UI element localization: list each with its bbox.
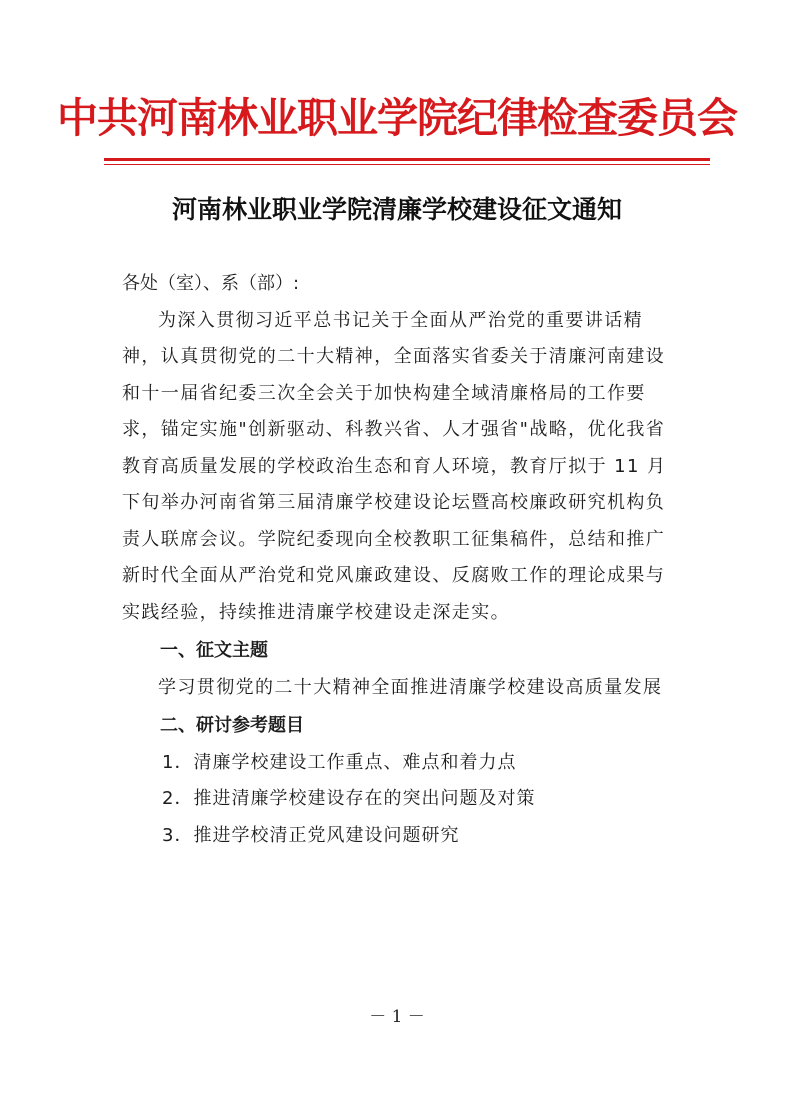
document-title: 河南林业职业学院清廉学校建设征文通知 [171, 195, 622, 224]
header-rule-thin [104, 164, 710, 165]
header-rule-thick [104, 158, 710, 161]
topic-item: 3．推进学校清正党风建设问题研究 [162, 824, 460, 846]
section-2-heading: 二、研讨参考题目 [160, 715, 304, 736]
issuing-organization-header: 中共河南林业职业学院纪律检查委员会 [57, 94, 737, 142]
section-1-heading: 一、征文主题 [160, 640, 268, 661]
intro-paragraph: 为深入贯彻习近平总书记关于全面从严治党的重要讲话精神，认真贯彻党的二十大精神，全面落实省委关于清廉河南建设和十一届省纪委三次全会关于加快构建全域清廉格局的工作要求，锚定实施"创新驱动、科教兴省、人才强省"战略，优化我省教育高质量发展的学校政治生态和育人环境，教育厅拟于 11 月下旬举办河南省第三届清廉学校建设论坛暨高校廉政研究机构负责人联席会议。学院纪委现向全校教职工征集稿件，总结和推广新时代全面从严治党和党风廉政建设、反腐败工作的理论成果与实践经验，持续推进清廉学校建设走深走实。 [122, 309, 667, 623]
document-body [122, 266, 678, 854]
topic-item: 1．清廉学校建设工作重点、难点和着力点 [162, 751, 517, 773]
topic-item: 2．推进清廉学校建设存在的突出问题及对策 [162, 788, 536, 809]
page-number: － 1 － [369, 1007, 425, 1027]
section-1-text: 学习贯彻党的二十大精神全面推进清廉学校建设高质量发展 [158, 676, 663, 698]
salutation: 各处（室）、系（部）: [122, 273, 300, 294]
